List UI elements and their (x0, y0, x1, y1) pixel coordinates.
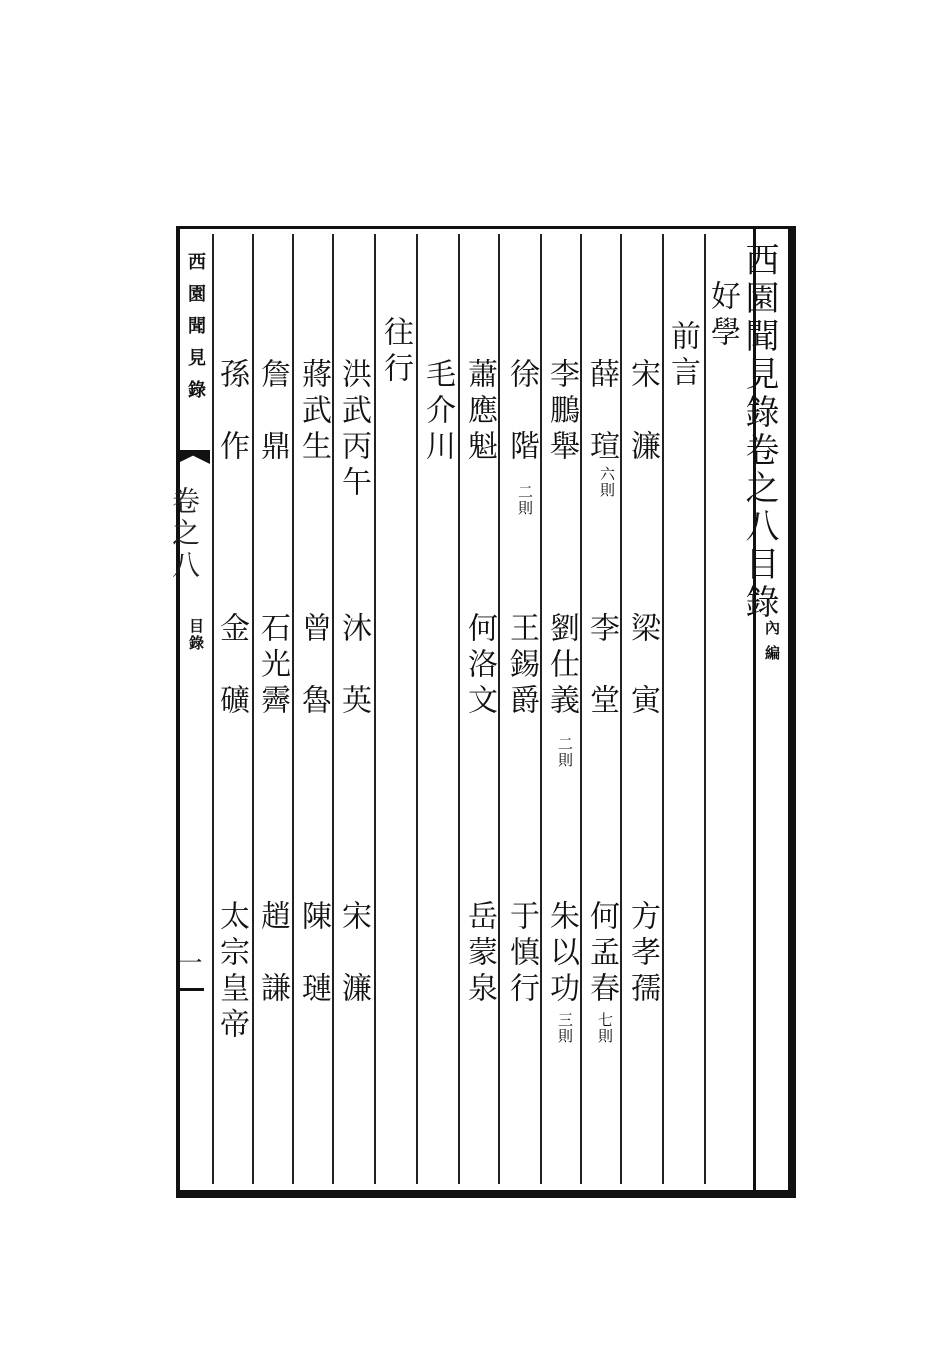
note-liu-shiyi-count: 二則 (556, 736, 574, 768)
entry-zhao-qian: 趙 謙 (255, 900, 290, 1008)
title-note: 內編 (763, 620, 781, 670)
entry-taizong-huangdi: 太宗皇帝 (214, 900, 249, 1044)
column-rule (540, 234, 542, 1184)
entry-xiao-yingkui: 蕭應魁 (462, 358, 497, 466)
category-wangxing: 往行 (378, 316, 413, 388)
column-rule (458, 234, 460, 1184)
entry-li-tang: 李 堂 (584, 612, 619, 720)
entry-fang-xiaoru: 方孝孺 (625, 900, 660, 1008)
entry-jin-kuang: 金 礦 (214, 612, 249, 720)
entry-xu-jie: 徐 階 (504, 358, 539, 466)
entry-chen-lian: 陳 璉 (296, 900, 331, 1008)
entry-yu-shenxing: 于慎行 (504, 900, 539, 1008)
category-qianyan: 前言 (665, 320, 700, 392)
column-rule (252, 234, 254, 1184)
column-rule (416, 234, 418, 1184)
entry-mao-jiechuan: 毛介川 (420, 358, 455, 466)
page-number: 一 (174, 950, 202, 974)
entry-wang-xijue: 王錫爵 (504, 612, 539, 720)
entry-shi-guangji: 石光霽 (255, 612, 290, 720)
entry-song-lian-2: 宋 濂 (336, 900, 371, 1008)
entry-he-mengchun: 何孟春 (584, 900, 619, 1008)
entry-jiang-wusheng: 蔣武生 (296, 358, 331, 466)
entry-liu-shiyi: 劉仕義 (544, 612, 579, 720)
entry-zhu-yigong: 朱以功 (544, 900, 579, 1008)
note-xu-jie-count: 二則 (516, 484, 534, 516)
column-rule (292, 234, 294, 1184)
entry-yue-mengquan: 岳蒙泉 (462, 900, 497, 1008)
margin-section-label: 目錄 (187, 618, 205, 652)
column-rule (374, 234, 376, 1184)
column-rule (580, 234, 582, 1184)
entry-li-pengju: 李鵬舉 (544, 358, 579, 466)
entry-xue-xuan: 薛 瑄 (584, 358, 619, 466)
note-he-mengchun-count: 七則 (596, 1012, 614, 1044)
margin-book-title: 西園聞見錄 (185, 252, 206, 412)
column-rule (620, 234, 622, 1184)
entry-hongwu-bingwu: 洪武丙午 (336, 358, 371, 502)
note-zhu-yigong-count: 三則 (556, 1012, 574, 1044)
column-rule (498, 234, 500, 1184)
entry-sun-zuo: 孫 作 (214, 358, 249, 466)
margin-corner-rule (176, 988, 204, 991)
entry-zeng-lu: 曾 魯 (296, 612, 331, 720)
entry-mu-ying: 沐 英 (336, 612, 371, 720)
margin-juan-number: 卷之八 (168, 486, 201, 582)
column-rule (662, 234, 664, 1184)
entry-zhan-ding: 詹 鼎 (255, 358, 290, 466)
entry-liang-yin: 梁 寅 (625, 612, 660, 720)
column-rule (704, 234, 706, 1184)
entry-song-lian-1: 宋 濂 (625, 358, 660, 466)
note-xue-xuan-count: 六則 (598, 466, 616, 498)
entry-he-luowen: 何洛文 (462, 612, 497, 720)
volume-title: 西園聞見錄卷之八目錄 (739, 242, 779, 622)
column-rule (332, 234, 334, 1184)
category-haoxue: 好學 (705, 280, 740, 352)
